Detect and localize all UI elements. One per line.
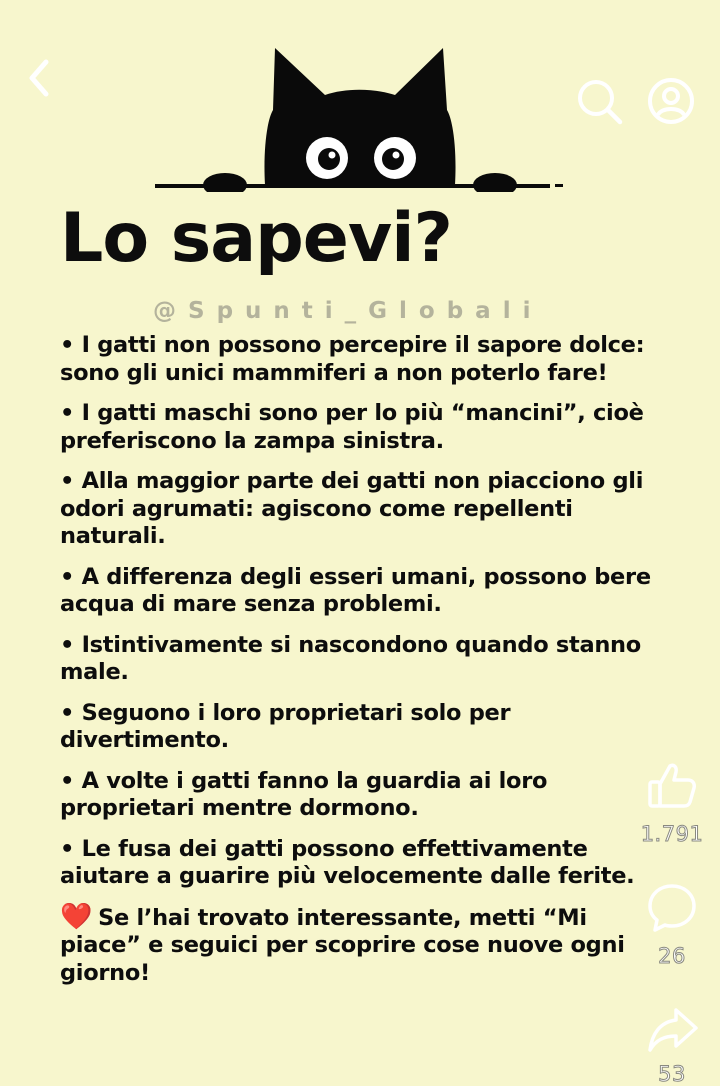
page-title: Lo sapevi?	[60, 199, 452, 278]
fact-item: • A volte i gatti fanno la guardia ai loro proprietari mentre dormono.	[60, 767, 548, 821]
like-button[interactable]	[644, 758, 700, 814]
facts-list	[60, 332, 672, 987]
share-count: 53	[658, 1062, 686, 1086]
heart-icon: ❤️	[60, 901, 93, 932]
back-button[interactable]	[20, 52, 60, 104]
call-to-action	[60, 901, 672, 988]
fact-item: • Istintivamente si nascondono quando stanno male.	[60, 631, 641, 685]
share-arrow-icon	[644, 1002, 700, 1058]
comment-button[interactable]	[644, 880, 700, 936]
chevron-left-icon	[20, 52, 60, 104]
watermark-handle: @Spunti_Globali	[153, 298, 543, 324]
user-circle-icon	[646, 76, 696, 126]
like-count: 1.791	[640, 822, 704, 846]
comment-bubble-icon	[644, 880, 700, 936]
search-button[interactable]	[574, 76, 624, 126]
thumbs-up-icon	[644, 758, 700, 814]
search-icon	[574, 76, 624, 126]
fact-item: • Alla maggior parte dei gatti non piacciono gli odori agrumati: agiscono come repellenti naturali.	[60, 468, 644, 549]
fact-item: • Le fusa dei gatti possono effettivamente aiutare a guarire più velocemente dalle ferite.	[60, 835, 635, 889]
cat-illustration	[155, 40, 565, 192]
cta-text: Se l’hai trovato interessante, metti “Mi piace” e seguici per scoprire cose nuove ogni giorno!	[60, 904, 625, 986]
fact-item: • I gatti maschi sono per lo più “mancini”, cioè preferiscono la zampa sinistra.	[60, 400, 644, 454]
peeking-cat-icon	[155, 40, 565, 192]
fact-item: • Seguono i loro proprietari solo per divertimento.	[60, 699, 511, 753]
share-button[interactable]	[644, 1002, 700, 1058]
fact-item: • A differenza degli esseri umani, possono bere acqua di mare senza problemi.	[60, 563, 651, 617]
fact-item: • I gatti non possono percepire il sapore dolce: sono gli unici mammiferi a non poterlo fare!	[60, 332, 645, 386]
comment-count: 26	[658, 944, 686, 968]
profile-button[interactable]	[646, 76, 696, 126]
